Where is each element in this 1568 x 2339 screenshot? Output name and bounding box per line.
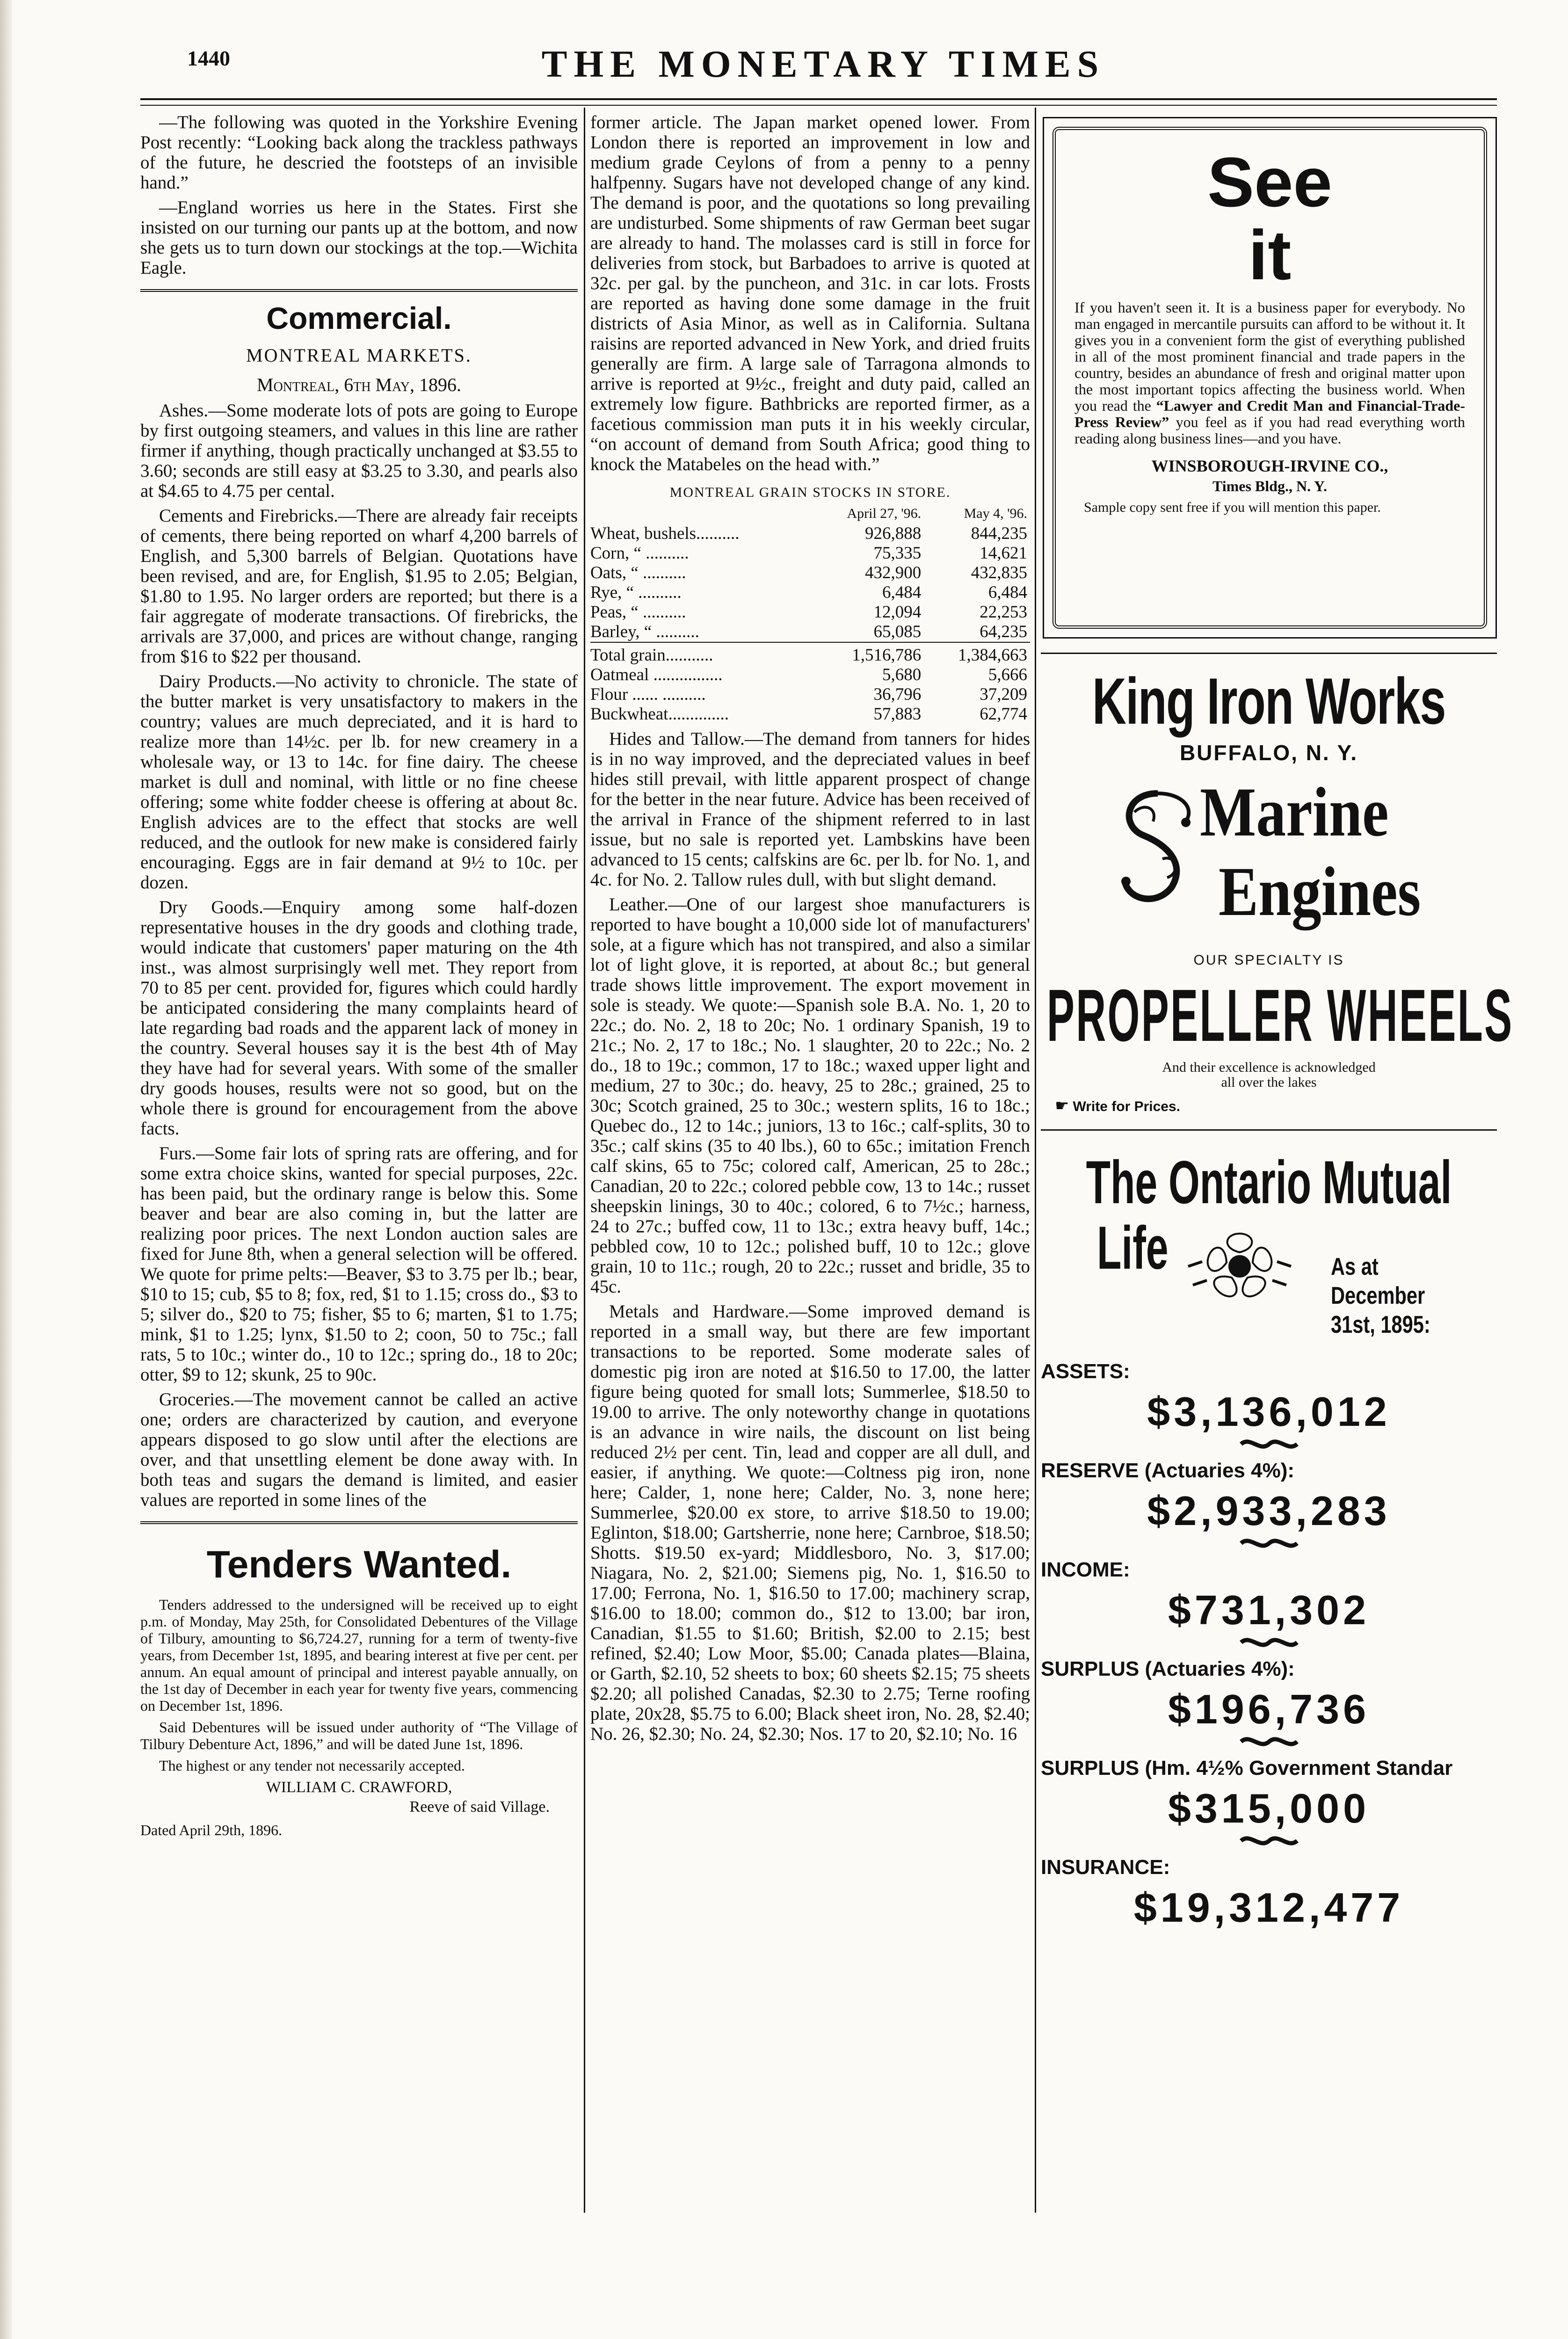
grain-april-value: 926,888	[864, 524, 922, 543]
page-number: 1440	[187, 46, 230, 70]
grain-label: Peas, “ ..........	[590, 603, 686, 622]
financial-value: $196,736	[1168, 1686, 1370, 1732]
table-row	[590, 583, 1030, 603]
squiggle-divider	[1041, 1733, 1497, 1752]
grain-april-value: 36,796	[873, 685, 922, 704]
dry-goods-paragraph: Dry Goods.—Enquiry among some half-dozen representative houses in the dry goods and clothing trade, would indicate that customers' paper maturing on the 4th inst., was almost surprisingly well met. They report from 70 to 85 per cent. provided for, figures which could hardly be anticipated considering the many complaints heard of late regarding bad roads and the apparent lack of money in the country. Several houses say it is the best 4th of May they have had for several years. With some of the smaller dry goods houses, results were not so good, but on the whole there is ground for encouragement from the above facts.	[140, 897, 578, 1139]
grain-may-value: 62,774	[980, 705, 1027, 724]
grain-label: Buckwheat..............	[590, 705, 729, 724]
ornamental-letter-icon	[1116, 789, 1200, 910]
tenders-body: Tenders addressed to the undersigned will be received up to eight p.m. of Monday, May 25th, for Consolidated Debentures of the Village of Tilbury, amounting to $6,724.27, running for a term of twenty-five years, from December 1st, 1895, and bearing interest at five per cent. per annum. An equal amount of principal and interest payable annually, on the 1st day of December in each year for twenty five years, commencing on December 1st, 1896.	[140, 1596, 578, 1714]
pointing-hand-icon: ☛	[1055, 1097, 1069, 1115]
as-at-date	[1331, 1252, 1430, 1339]
grain-may-value: 64,235	[980, 622, 1027, 641]
squiggle-divider	[1041, 1832, 1497, 1851]
commercial-heading: Commercial.	[266, 301, 452, 335]
header-rule	[140, 98, 1497, 100]
write-for-prices	[1055, 1097, 1497, 1115]
grain-total-april: 1,516,786	[852, 646, 922, 665]
financial-value: $19,312,477	[1133, 1884, 1404, 1931]
cements-paragraph: Cements and Firebricks.—There are already fair receipts of cements, there being reported on wharf 4,200 barrels of English, and 5,300 barrels of Belgian. Quotations have been revised, and are, for English, $1.95 to 2.05; Belgian, $1.80 to 1.95. No larger orders are reported; but there is a fair aggregate of moderate transactions. Of firebricks, the arrivals are 37,000, and prices are without change, ranging from $16 to $22 per thousand.	[140, 506, 578, 667]
grain-april-value: 432,900	[864, 563, 922, 582]
table-row	[590, 665, 1030, 685]
grain-may-value: 6,484	[988, 583, 1027, 602]
financial-value: $3,136,012	[1147, 1388, 1391, 1435]
grain-may-value: 14,621	[980, 544, 1027, 563]
groceries-continued: former article. The Japan market opened lower. From London there is reported an improvement in low and medium grade Ceylons of from a penny to a penny halfpenny. Sugars have not developed change of any kind. The demand is poor, and the quotations so long prevailing are undisturbed. Some shipments of raw German beet sugar are already to hand. The molasses card is still in force for deliveries from stock, but Barbadoes to arrive is quoted at 32c. per gal. by the puncheon, and 31c. in car lots. Frosts are reported as having done some damage in the fruit districts of Asia Minor, as well as in California. Sultana raisins are reported advanced in New York, and dried fruits generally are firm. A large sale of Tarragona almonds to arrive is reported at 9½c., freight and duty paid, called an extremely low figure. Bathbricks are reported firmer, as a facetious commission man puts it in his weekly circular, “on account of demand from South Africa; good thing to knock the Matabeles on the head with.”	[590, 112, 1030, 474]
grain-total-label: Total grain...........	[590, 646, 713, 665]
groceries-paragraph: Groceries.—The movement cannot be called an active one; orders are characterized by caution, and everyone appears disposed to go slow until after the elections are over, and that unsettling element be done away with. In both teas and sugars the demand is limited, and easier values are reported in some lines of the	[140, 1389, 578, 1510]
see-it-advertisement	[1043, 117, 1497, 639]
see-it-body	[1074, 299, 1465, 447]
financial-label: SURPLUS (Actuaries 4%):	[1041, 1657, 1295, 1680]
write-for-prices-label: Write for Prices.	[1073, 1099, 1181, 1114]
it-headline: it	[1248, 216, 1292, 294]
grain-april-value: 6,484	[882, 583, 922, 602]
grain-label: Corn, “ ..........	[590, 544, 689, 563]
england-quote: —England worries us here in the States. First she insisted on our turning our pants up at the bottom, and now she gets us to turn down our stockings at the top.—Wichita Eagle.	[140, 197, 578, 278]
grain-label: Wheat, bushels..........	[590, 524, 740, 543]
tenders-wanted-heading: Tenders Wanted.	[206, 1543, 512, 1586]
grain-total-rule	[590, 642, 1030, 646]
excellence-text	[1041, 1060, 1497, 1090]
column-1	[140, 112, 578, 1839]
ashes-paragraph: Ashes.—Some moderate lots of pots are going to Europe by first outgoing steamers, and values in this line are rather firmer if anything, though practically unchanged at $3.55 to 3.60; seconds are still easy at $3.25 to 3.30, and pearls also at $4.65 to 4.75 per cental.	[140, 400, 578, 501]
financial-label: ASSETS:	[1041, 1360, 1130, 1383]
tenders-divider	[140, 1521, 578, 1526]
table-row	[590, 524, 1030, 544]
grain-april-value: 65,085	[873, 622, 922, 641]
financial-value: $315,000	[1168, 1785, 1370, 1831]
financial-label: SURPLUS (Hm. 4½% Government Standar	[1041, 1757, 1453, 1780]
grain-label: Oats, “ ..........	[590, 563, 686, 582]
life-block	[1041, 1215, 1497, 1355]
king-iron-works-title: King Iron Works	[1092, 664, 1445, 738]
grain-header-may: May 4, '96.	[964, 506, 1027, 521]
ontario-mutual-title: The Ontario Mutual	[1086, 1148, 1452, 1216]
excellence-line-1: And their excellence is acknowledged	[1162, 1060, 1376, 1075]
financial-item-income	[1041, 1558, 1497, 1653]
see-it-border	[1053, 127, 1487, 629]
see-it-body-bold: “Lawyer and Credit Man and Financial-Trade-Press Review”	[1074, 397, 1466, 430]
column-rule-2	[1035, 108, 1036, 2213]
see-it-body-start: If you haven't seen it. It is a business paper for everybody. No man engaged in mercantile pursuits can afford to be without it. It gives you in a convenient form the gist of everything published in all of the most prominent financial and trade papers in the country, besides an abundance of fresh and original matter upon the most important topics affecting the business world. When you read the	[1074, 299, 1465, 414]
tenders-dated: Dated April 29th, 1896.	[140, 1822, 283, 1838]
see-it-address: Times Bldg., N. Y.	[1212, 478, 1328, 494]
grain-may-value: 432,835	[971, 563, 1027, 582]
dairy-paragraph: Dairy Products.—No activity to chronicle. The state of the butter market is very unsatisfactory to makers in the country; values are much depreciated, and it is hard to realize more than 14½c. per lb. for new creamery in a wholesale way, or 13 to 14c. for fine dairy. The cheese market is dull and nominal, with little or no fine cheese offering; some white fodder cheese is offering at about 8c. English advices are to the effect that stocks are well reduced, and the outlook for new make is considered fairly encouraging. Eggs are in fair demand at 9½ to 10c. per dozen.	[140, 671, 578, 893]
as-at-line-2: December	[1331, 1282, 1425, 1309]
engines-word: Engines	[1219, 853, 1421, 930]
leather-paragraph: Leather.—One of our largest shoe manufacturers is reported to have bought a 10,000 side lot of manufacturers' sole, at a figure which has not transpired, and also a similar lot of light glove, it is reported, at about 8c.; but general trade shows little improvement. The export movement in sole is steady. We quote:—Spanish sole B.A. No. 1, 20 to 22c.; do. No. 2, 18 to 20c; No. 1 ordinary Spanish, 19 to 21c.; No. 2, 17 to 18c.; No. 1 slaughter, 20 to 22c.; No. 2 do., 18 to 19c.; common, 17 to 18c.; waxed upper light and medium, 27 to 30c.; do. heavy, 25 to 28c.; grained, 25 to 30c; Scotch grained, 25 to 30c.; western splits, 16 to 18c.; Quebec do., 12 to 14c.; juniors, 13 to 16c.; calf-splits, 30 to 35c.; calf skins (35 to 40 lbs.), 60 to 65c.; imitation French calf skins, 65 to 75c; colored calf, American, 25 to 28c.; Canadian, 20 to 22c.; colored pebble cow, 13 to 14c.; russet sheepskin linings, 30 to 40c.; colored, 6 to 7½c.; harness, 24 to 27c.; buffed cow, 11 to 13c.; extra heavy buff, 14c.; pebbled cow, 10 to 12c.; polished buff, 10 to 12c.; glove grain, 10 to 11c.; rough, 20 to 22c.; russet and bridle, 35 to 45c.	[590, 894, 1030, 1297]
ad-divider-1	[1041, 653, 1497, 654]
see-it-note: Sample copy sent free if you will mention this paper.	[1084, 500, 1381, 515]
table-row	[590, 622, 1030, 642]
signer-role: Reeve of said Village.	[409, 1798, 550, 1816]
table-row	[590, 544, 1030, 563]
squiggle-divider	[1041, 1535, 1497, 1554]
propeller-wheels-title: PROPELLER WHEELS	[1046, 974, 1514, 1057]
grain-stocks-table	[590, 503, 1030, 724]
grain-may-value: 5,666	[988, 665, 1027, 684]
grain-may-value: 37,209	[980, 685, 1027, 704]
grain-label: Rye, “ ..........	[590, 583, 682, 602]
grain-stocks-heading: MONTREAL GRAIN STOCKS IN STORE.	[669, 485, 951, 500]
ad-divider-2	[1041, 1129, 1497, 1131]
column-2	[590, 112, 1030, 1749]
hides-paragraph: Hides and Tallow.—The demand from tanners for hides is in no way improved, and the depreciated values in beef hides still prevail, with little apparent prospect of change for the better in the near future. Advice has been received of the arrival in France of the shipment referred to in last issue, but no sale is reported yet. Lambskins have been advanced to 15 cents; calfskins are 6c. per lb. for No. 1, and 4c. for No. 2. Tallow rules dull, with but slight demand.	[590, 729, 1030, 890]
grain-total-row	[590, 646, 1030, 665]
grain-may-value: 22,253	[980, 603, 1027, 622]
page-header	[159, 42, 1488, 94]
grain-may-value: 844,235	[971, 524, 1027, 543]
grain-header-blank	[590, 503, 810, 524]
excellence-line-2: all over the lakes	[1221, 1075, 1317, 1090]
as-at-line-3: 31st, 1895:	[1331, 1311, 1430, 1338]
squiggle-divider	[1041, 1436, 1497, 1454]
tenders-note: The highest or any tender not necessarily accepted.	[159, 1757, 465, 1774]
grain-header-row	[590, 503, 1030, 524]
specialty-label: OUR SPECIALTY IS	[1193, 952, 1344, 968]
montreal-markets-heading: MONTREAL MARKETS.	[246, 345, 472, 366]
see-it-company: WINSBOROUGH-IRVINE CO.,	[1151, 457, 1388, 475]
financial-item-surplus-government	[1041, 1757, 1497, 1851]
yorkshire-quote: —The following was quoted in the Yorkshire Evening Post recently: “Looking back along the trackless pathways of the future, he descried the footsteps of an invisible hand.”	[140, 112, 578, 193]
table-row	[590, 603, 1030, 622]
grain-label: Flour ...... ..........	[590, 685, 706, 704]
metals-paragraph: Metals and Hardware.—Some improved demand is reported in a small way, but there are few important transactions to be reported. Some moderate sales of domestic pig iron are noted at $16.50 to 17.00, the latter figure being quoted for small lots; Summerlee, $18.50 to 19.00 to arrive. The only noteworthy change in quotations is an advance in wire nails, the discount on list being reduced 2½ per cent. Tin, lead and copper are all dull, and easier, if anything. We quote:—Coltness pig iron, none here; Calder, 1, none here; Calder, No. 3, none here; Summerlee, $20.00 ex store, to arrive $18.50 to 19.00; Eglinton, $18.00; Gartsherrie, none here; Carnbroe, $18.50; Shotts. $19.50 ex-yard; Middlesboro, No. 3, $17.00; Niagara, No. 2, $21.00; Siemens pig, No. 1, $16.50 to 17.00; Ferrona, No. 1, $16.50 to 17.00; machinery scrap, $16.00 to 18.00; common do., $12 to 13.00; bar iron, Canadian, $1.55 to $1.60; British, $2.00 to 2.15; best refined, $2.40; Low Moor, $5.00; Canada plates—Blaina, or Garth, $2.10, 52 sheets to box; 60 sheets $2.15; 75 sheets $2.20; all polished Canadas, $2.30 to 2.75; Terne roofing plate, 20x28, $5.75 to 6.00; Black sheet iron, No. 28, $2.40; No. 26, $2.30; No. 24, $2.30; Nos. 17 to 20, $2.10; No. 16	[590, 1301, 1030, 1744]
see-headline: See	[1207, 143, 1332, 221]
grain-april-value: 57,883	[873, 705, 922, 724]
montreal-dateline: Montreal, 6th May, 1896.	[257, 374, 461, 395]
financial-item-reserve	[1041, 1459, 1497, 1554]
rose-emblem-icon	[1181, 1220, 1298, 1313]
tenders-authority: Said Debentures will be issued under authority of “The Village of Tilbury Debenture Act, 1896,” and will be dated June 1st, 1896.	[140, 1719, 578, 1752]
masthead-title: THE MONETARY TIMES	[541, 43, 1105, 85]
section-divider	[140, 289, 578, 294]
grain-april-value: 5,680	[882, 665, 922, 684]
squiggle-divider	[1041, 1634, 1497, 1653]
buffalo-location: BUFFALO, N. Y.	[1179, 741, 1358, 765]
financial-label: INSURANCE:	[1041, 1856, 1170, 1879]
page-edge	[0, 0, 12, 2339]
financial-item-surplus	[1041, 1657, 1497, 1752]
grain-header-april: April 27, '96.	[847, 506, 922, 521]
life-word: Life	[1097, 1213, 1169, 1282]
grain-april-value: 75,335	[873, 544, 922, 563]
marine-engines-block	[1041, 775, 1497, 971]
column-rule-1	[584, 108, 585, 2213]
financial-item-insurance	[1041, 1856, 1497, 1932]
column-3-ads	[1041, 117, 1514, 1932]
table-row	[590, 685, 1030, 705]
financial-label: INCOME:	[1041, 1558, 1130, 1581]
financial-value: $731,302	[1168, 1587, 1370, 1633]
table-row	[590, 563, 1030, 583]
header-rule-thin	[140, 105, 1497, 106]
signer-name: WILLIAM C. CRAWFORD,	[266, 1779, 452, 1796]
grain-total-may: 1,384,663	[958, 646, 1027, 665]
see-it-body-end: you feel as if you had read everything worth reading along business lines—and you have.	[1074, 414, 1466, 447]
table-row	[590, 705, 1030, 724]
as-at-line-1: As at	[1331, 1253, 1379, 1280]
marine-word: Marine	[1200, 773, 1389, 851]
grain-label: Oatmeal ................	[590, 665, 723, 684]
financial-value: $2,933,283	[1147, 1488, 1391, 1534]
grain-april-value: 12,094	[873, 603, 922, 622]
financial-item-assets	[1041, 1360, 1497, 1454]
furs-paragraph: Furs.—Some fair lots of spring rats are offering, and for some extra choice skins, wanted for special purposes, 22c. has been paid, but the ordinary range is below this. Some beaver and bear are also coming in, but the latter are realizing poor prices. The next London auction sales are fixed for June 8th, when a general selection will be offered. We quote for prime pelts:—Beaver, $3 to 3.75 per lb.; bear, $10 to 15; cub, $5 to 8; fox, red, $1 to 1.15; cross do., $3 to 5; silver do., $20 to 75; fisher, $5 to 6; marten, $1 to 1.75; mink, $1 to 1.25; lynx, $1.50 to 2; coon, 50 to 75c.; fall rats, 5 to 10c.; winter do., 10 to 12c.; spring do., 18 to 20c; otter, $9 to 12; skunk, 25 to 90c.	[140, 1143, 578, 1385]
financial-label: RESERVE (Actuaries 4%):	[1041, 1459, 1295, 1482]
grain-label: Barley, “ ..........	[590, 622, 699, 641]
